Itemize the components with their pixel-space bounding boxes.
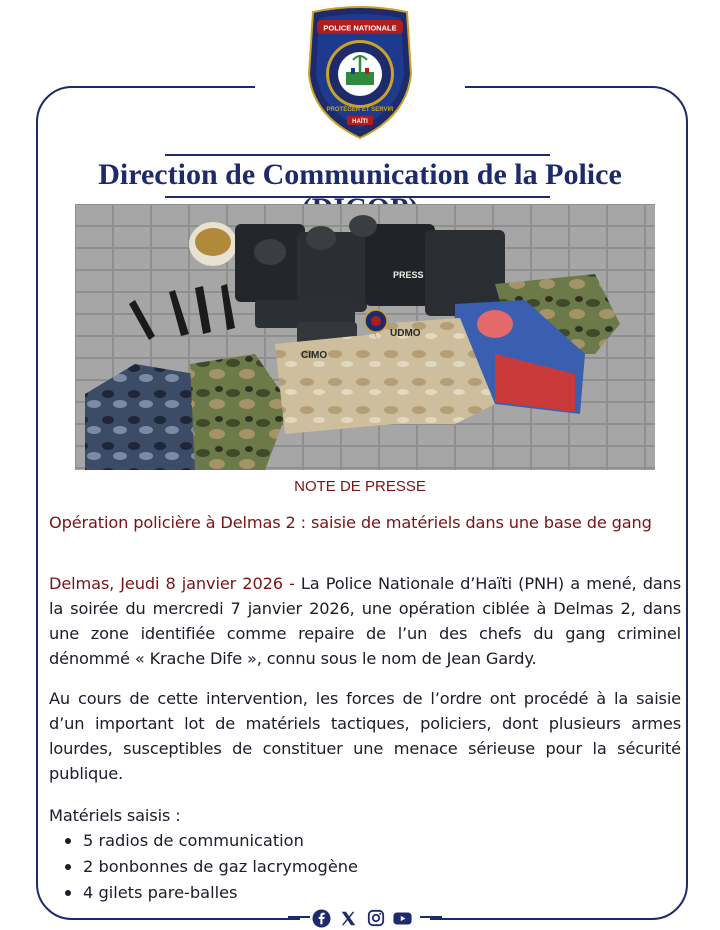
facebook-icon[interactable] [312,909,331,928]
title-rule-bottom [165,196,550,198]
badge-motto: PROTÉGER ET SERVIR [326,107,394,113]
youtube-icon[interactable] [393,909,412,928]
dateline: Delmas, Jeudi 8 janvier 2026 - [49,574,295,593]
list-item: 2 bonbonnes de gaz lacrymogène [83,854,358,880]
paragraph-1 [49,571,681,671]
x-icon[interactable] [339,909,358,928]
press-headline: Opération policière à Delmas 2 : saisie de matériels dans une base de gang [49,513,652,532]
materials-list [49,828,358,906]
photo-label-udmo: UDMO [390,328,421,339]
materials-label: Matériels saisis : [49,806,181,825]
title-rule-top [165,154,550,156]
badge-top-text: POLICE NATIONALE [323,23,397,33]
paragraph-1-body: La Police Nationale d’Haïti (PNH) a mené, dans la soirée du mercredi 7 janvier 2026, une opération ciblée à Delmas 2, dans une zone identifiée comme repaire de l’un des chefs du gang criminel dénommé « Krache Dife », connu sous le nom de Jean Gardy. [49,574,681,668]
list-item: 5 radios de communication [83,828,358,854]
note-title: NOTE DE PRESSE [294,478,426,495]
list-item: 4 gilets pare-balles [83,880,358,906]
badge-country: HAÏTI [352,119,368,125]
paragraph-2: Au cours de cette intervention, les forces de l’ordre ont procédé à la saisie d’un important lot de matériels tactiques, policiers, dont plusieurs armes lourdes, susceptibles de constituer une menace sérieuse pour la sécurité publique. [49,689,681,783]
photo-label-press: PRESS [393,270,424,280]
page-title: Direction de Communication de la Police [98,158,622,191]
photo-label-cimo: CIMO [301,350,328,361]
instagram-icon[interactable] [366,909,385,928]
social-links [312,907,412,929]
seized-equipment-photo [75,204,655,470]
police-badge-logo [303,4,417,140]
